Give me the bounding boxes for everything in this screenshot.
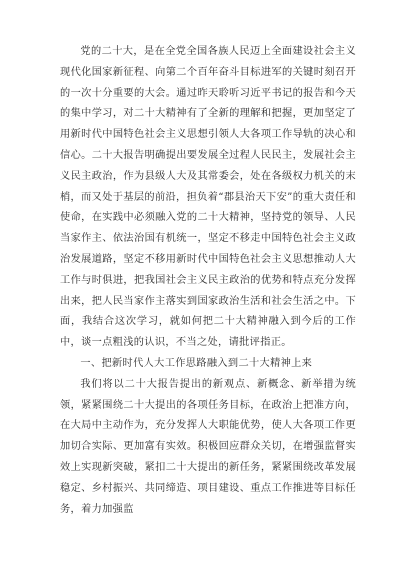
section-heading: 一、把新时代人大工作思路融入到二十大精神上来 [80,357,313,369]
section-body-paragraph: 我们将以二十大报告提出的新观点、新概念、新举措为统领，紧紧围绕二十大提出的各项任务目标，在政治上把准方向，在大局中主动作为，充分发挥人大职能优势，使人大各项工作更加切合实际、更加富有实效。积极回应群众关切，在增强监督实效上实现新突破，紧扣二十大提出的新任务，紧紧围绕改革发展稳定、乡村振兴、共同缔造、项目建设、重点工作推进等目标任务，着力加强监 [60,378,356,515]
intro-paragraph: 党的二十大，是在全党全国各族人民迈上全面建设社会主义现代化国家新征程、向第二个百年奋斗目标进军的关键时刻召开的一次十分重要的大会。通过昨天聆听习近平书记的报告和今天的集中学习，对二十大精神有了全新的理解和把握，更加坚定了用新时代中国特色社会主义思想引领人大各项工作导轨的决心和信心。二十大报告明确提出要发展全过程人民民主，发展社会主义民主政治，作为县级人大及其常委会，处在各级权力机关的末梢，而又处于基层的前沿，担负着“郡县治天下安”的重大责任和使命，在实践中必须融入党的二十大精神，坚持党的领导、人民当家作主、依法治国有机统一，坚定不移走中国特色社会主义政治发展道路，坚定不移用新时代中国特色社会主义思想推动人大工作与时俱进，把我国社会主义民主政治的优势和特点充分发挥出来，把人民当家作主落实到国家政治生活和社会生活之中。下面，我结合这次学习，就如何把二十大精神融入到今后的工作中，谈一点粗浅的认识，不当之处，请批评指正。 [60,46,356,349]
document-page [60,42,356,520]
